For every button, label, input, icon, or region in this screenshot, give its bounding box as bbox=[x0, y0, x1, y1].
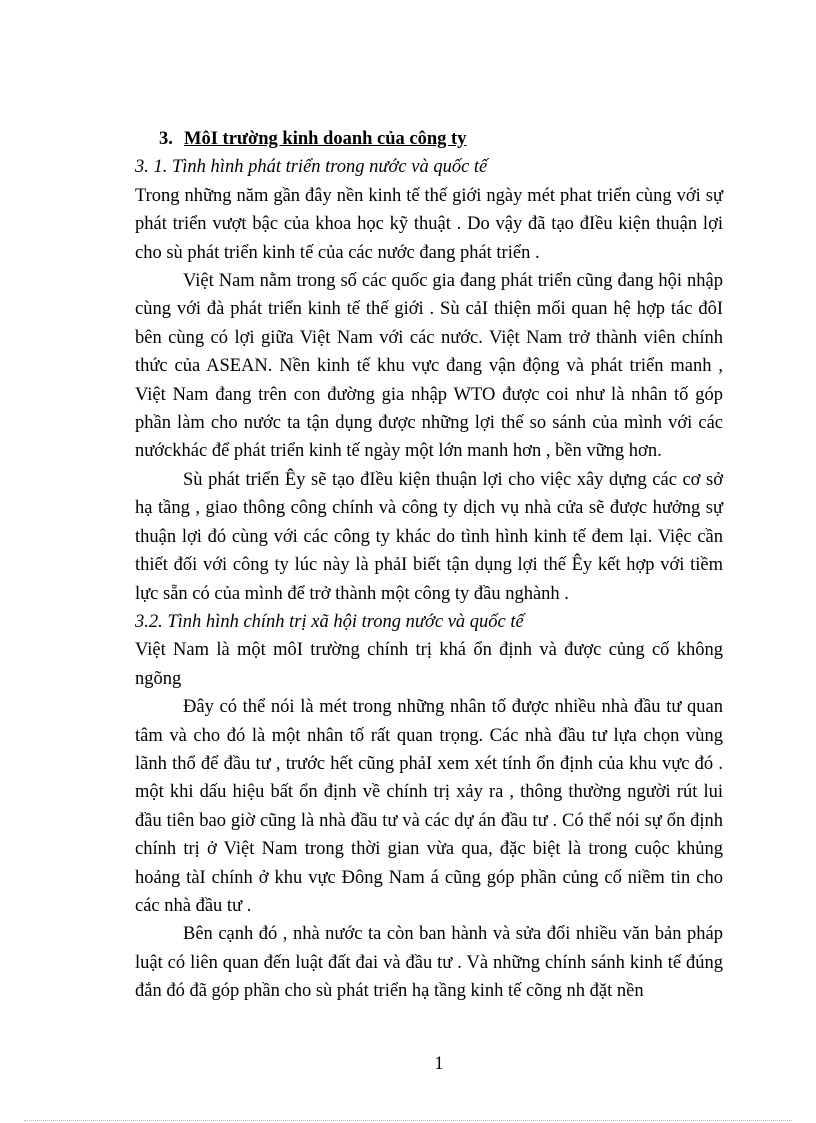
subsection-1-title: 3. 1. Tình hình phát triển trong nước và quốc tế bbox=[135, 157, 488, 178]
section-heading bbox=[159, 125, 723, 153]
subsection-2-title: 3.2. Tình hình chính trị xã hội trong nước và quốc tế bbox=[135, 611, 524, 632]
page-number: 1 bbox=[434, 1054, 444, 1074]
page-content bbox=[135, 125, 723, 1006]
paragraph-2-1: Việt Nam là một môI trường chính trị khá ổn định và được củng cố không ngõng bbox=[135, 640, 723, 689]
paragraph-2-2: Đây có thể nói là mét trong những nhân tố được nhiều nhà đầu tư quan tâm và cho đó là một nhân tố rất quan trọng. Các nhà đầu tư lựa chọn vùng lãnh thổ để đầu tư , trước hết cũng phảI xem xét tính ổn định của khu vực đó . một khi dấu hiệu bất ổn định về chính trị xảy ra , thông thường người rút lui đầu tiên bao giờ cũng là nhà đầu tư và các dự án đầu tư . Có thể nói sự ổn định chính trị ở Việt Nam trong thời gian vừa qua, đặc biệt là trong cuộc khủng hoảng tàI chính ở khu vực Đông Nam á cũng góp phần củng cố niềm tin cho các nhà đầu tư . bbox=[135, 697, 723, 916]
section-title: MôI trường kinh doanh của công ty bbox=[184, 129, 467, 149]
section-number: 3. bbox=[159, 129, 173, 149]
paragraph-1-3: Sù phát triển Êy sẽ tạo đIều kiện thuận lợi cho việc xây dựng các cơ sở hạ tầng , giao thông công chính và công ty dịch vụ nhà cửa sẽ được hưởng sự thuận lợi đó cùng với các công ty khác do tình hình kinh tế đem lại. Việc cần thiết đối với công ty lúc này là phảI biết tận dụng lợi thế Êy kết hợp với tiềm lực sẵn có của mình để trở thành một công ty đầu nghành . bbox=[135, 469, 723, 604]
paragraph-2-3: Bên cạnh đó , nhà nước ta còn ban hành và sửa đổi nhiều văn bản pháp luật có liên quan đến luật đất đai và đầu tư . Và những chính sánh kinh tế đúng đắn đó đã góp phần cho sù phát triển hạ tầng kinh tế cõng nh đặt nền bbox=[135, 924, 723, 1002]
page-break-divider bbox=[24, 1120, 792, 1121]
paragraph-1-2: Việt Nam nằm trong số các quốc gia đang phát triển cũng đang hội nhập cùng với đà phát triển kinh tế thế giới . Sù cảI thiện mối quan hệ hợp tác đôI bên cùng có lợi giữa Việt Nam với các nước. Việt Nam trở thành viên chính thức của ASEAN. Nền kinh tế khu vực đang vận động và phát triển manh , Việt Nam đang trên con đường gia nhập WTO được coi như là nhân tố góp phần làm cho nước ta tận dụng được những lợi thế so sánh của mình với các nướckhác để phát triển kinh tế ngày một lớn manh hơn , bền vững hơn. bbox=[135, 271, 723, 462]
paragraph-1-1: Trong những năm gần đây nền kinh tế thế giới ngày mét phat triển cùng với sự phát triển vượt bậc của khoa học kỹ thuật . Do vậy đã tạo đIều kiện thuận lợi cho sù phát triển kinh tế của các nước đang phát triển . bbox=[135, 185, 723, 263]
